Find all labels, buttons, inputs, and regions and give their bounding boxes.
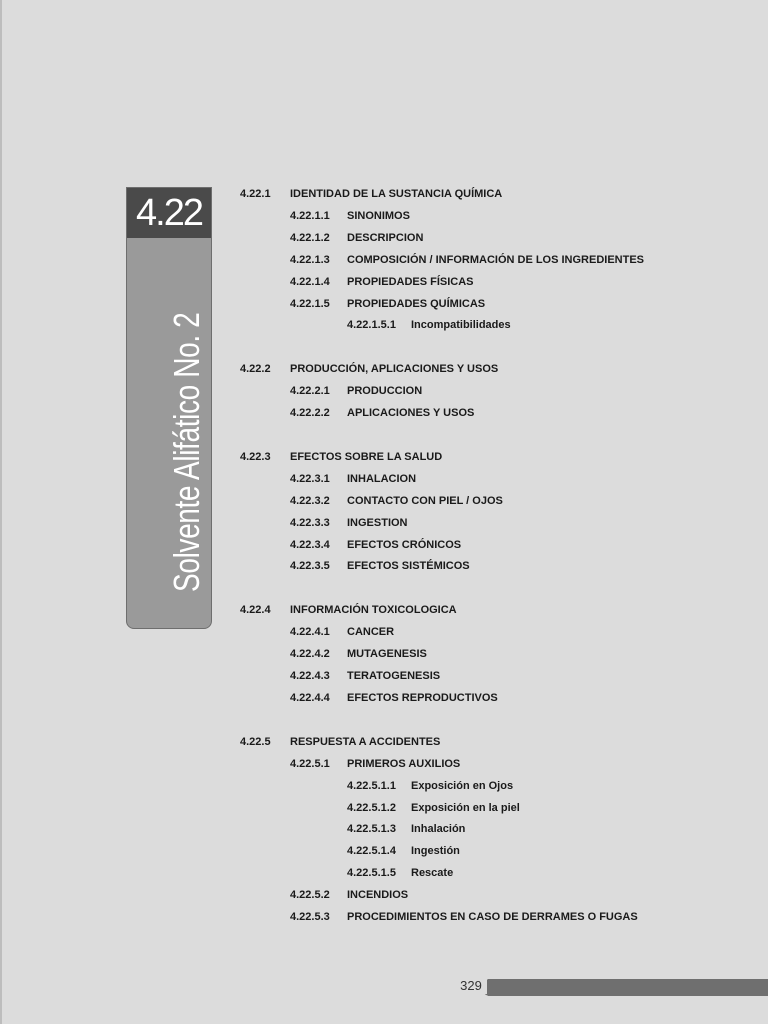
toc-entry-title: COMPOSICIÓN / INFORMACIÓN DE LOS INGREDIENTES [347, 254, 645, 266]
toc-entry-title: Exposición en Ojos [411, 780, 514, 792]
chapter-title: Solvente Alifático No. 2 [166, 312, 207, 592]
footer-bar [488, 979, 768, 996]
toc-entry-number: 4.22.5.1.4 [347, 845, 396, 857]
toc-entry-number: 4.22.1.2 [290, 232, 330, 244]
toc-entry-number: 4.22.3 [240, 451, 271, 463]
toc-entry-number: 4.22.1.4 [290, 276, 330, 288]
toc-entry-title: PRODUCCIÓN, APLICACIONES Y USOS [290, 363, 499, 375]
toc-entry-number: 4.22.5.1 [290, 758, 330, 770]
toc-entry-title: IDENTIDAD DE LA SUSTANCIA QUÍMICA [290, 188, 503, 200]
toc-entry-number: 4.22.1 [240, 188, 271, 200]
toc-entry-title: INCENDIOS [347, 889, 409, 901]
toc-entry-title: Ingestión [411, 845, 460, 857]
toc-entry-title: Incompatibilidades [411, 319, 511, 331]
toc-entry-number: 4.22.3.2 [290, 495, 330, 507]
toc-entry-number: 4.22.4 [240, 604, 271, 616]
toc-entry-number: 4.22.1.5.1 [347, 319, 396, 331]
toc-entry-number: 4.22.3.3 [290, 517, 330, 529]
toc-entry-number: 4.22.2 [240, 363, 271, 375]
toc-entry-number: 4.22.5.1.2 [347, 802, 396, 814]
toc-entry-title: Inhalación [411, 823, 466, 835]
toc-entry-title: PRODUCCION [347, 385, 423, 397]
toc-entry-number: 4.22.5.1.5 [347, 867, 396, 879]
toc-entry-title: MUTAGENESIS [347, 648, 427, 660]
toc-entry-number: 4.22.5.3 [290, 911, 330, 923]
toc-entry-number: 4.22.5.1.3 [347, 823, 396, 835]
toc-entry-title: CANCER [347, 626, 395, 638]
toc-entry-title: SINONIMOS [347, 210, 410, 222]
toc-entry-title: TERATOGENESIS [347, 670, 441, 682]
toc-entry-title: RESPUESTA A ACCIDENTES [290, 736, 441, 748]
toc-entry-number: 4.22.2.1 [290, 385, 330, 397]
toc-entry-title: Rescate [411, 867, 454, 879]
toc-entry-title: PRIMEROS AUXILIOS [347, 758, 461, 770]
toc-entry-number: 4.22.5 [240, 736, 271, 748]
toc-entry-number: 4.22.4.4 [290, 692, 330, 704]
toc-entry-number: 4.22.4.3 [290, 670, 330, 682]
toc-entry-title: APLICACIONES Y USOS [347, 407, 475, 419]
toc-entry-title: EFECTOS SOBRE LA SALUD [290, 451, 443, 463]
toc-entry-number: 4.22.5.2 [290, 889, 330, 901]
page-edge [0, 0, 2, 1024]
toc-entry-number: 4.22.3.4 [290, 539, 330, 551]
toc-entry-title: INHALACION [347, 473, 417, 485]
toc-entry-number: 4.22.3.1 [290, 473, 330, 485]
toc-entry-title: EFECTOS SISTÉMICOS [347, 560, 470, 572]
page-number: 329 [455, 977, 487, 994]
chapter-tab [126, 187, 212, 629]
toc-entry-title: CONTACTO CON PIEL / OJOS [347, 495, 503, 507]
toc-entry-title: PROPIEDADES FÍSICAS [347, 276, 474, 288]
toc-entry-title: PROCEDIMIENTOS EN CASO DE DERRAMES O FUGAS [347, 911, 638, 923]
toc-entry-number: 4.22.4.2 [290, 648, 330, 660]
toc-entry-number: 4.22.4.1 [290, 626, 330, 638]
toc-entry-number: 4.22.1.1 [290, 210, 330, 222]
toc-entry-title: INGESTION [347, 517, 408, 529]
toc-entry-title: Exposición en la piel [411, 802, 520, 814]
chapter-number: 4.22 [127, 188, 211, 238]
toc-entry-title: INFORMACIÓN TOXICOLOGICA [290, 604, 457, 616]
toc-entry-number: 4.22.2.2 [290, 407, 330, 419]
toc-entry-number: 4.22.1.3 [290, 254, 330, 266]
toc-entry-title: DESCRIPCION [347, 232, 424, 244]
toc-entry-title: PROPIEDADES QUÍMICAS [347, 298, 486, 310]
toc-entry-number: 4.22.1.5 [290, 298, 330, 310]
toc-entry-title: EFECTOS REPRODUCTIVOS [347, 692, 498, 704]
toc-entry-number: 4.22.5.1.1 [347, 780, 396, 792]
toc-entry-title: EFECTOS CRÓNICOS [347, 539, 462, 551]
toc-entry-number: 4.22.3.5 [290, 560, 330, 572]
